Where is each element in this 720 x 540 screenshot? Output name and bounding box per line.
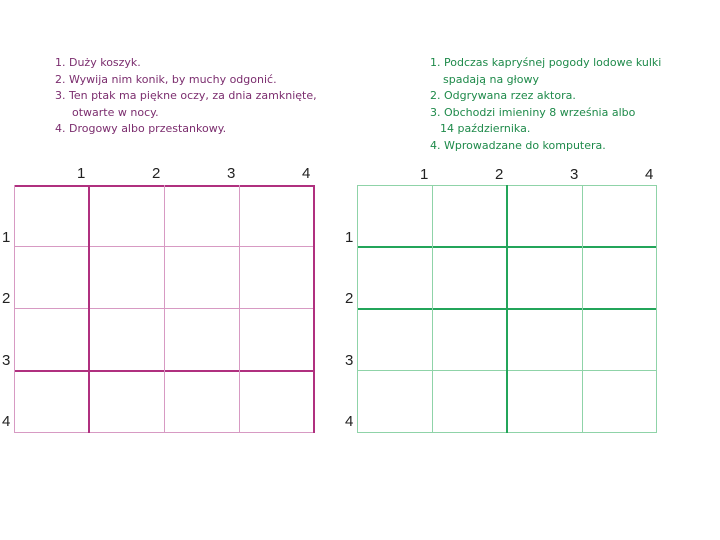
right-col-number-1: 1 (420, 166, 429, 183)
left-col-number-3: 3 (227, 165, 236, 182)
right-row-number-3: 3 (345, 352, 354, 369)
right-row-number-1: 1 (345, 229, 354, 246)
right-clue-3: 3. Obchodzi imieniny 8 września albo 14 października. (430, 105, 636, 135)
left-col-number-2: 2 (152, 165, 161, 182)
right-col-number-3: 3 (570, 166, 579, 183)
left-clue-list (55, 55, 317, 138)
left-row-number-4: 4 (2, 413, 11, 430)
right-col-number-4: 4 (645, 166, 654, 183)
right-grid-vline (357, 185, 358, 433)
right-grid-vline (506, 185, 508, 433)
right-clue-1: 1. Podczas kapryśnej pogody lodowe kulki spadają na głowy (430, 56, 662, 86)
left-clue-4: 4. Drogowy albo przestankowy. (55, 122, 227, 135)
right-clue-list (430, 55, 661, 154)
left-row-number-3: 3 (2, 352, 11, 369)
left-grid-vline (313, 185, 315, 433)
left-clue-2: 2. Wywija nim konik, by muchy odgonić. (55, 72, 277, 86)
right-clue-4: 4. Wprowadzane do komputera. (430, 138, 606, 152)
left-grid-vline (14, 185, 15, 433)
right-grid-vline (582, 185, 583, 433)
right-clue-2: 2. Odgrywana rzez aktora. (430, 89, 576, 102)
left-col-number-4: 4 (302, 165, 311, 182)
left-clue-1: 1. Duży koszyk. (55, 56, 141, 69)
right-grid-vline (656, 185, 657, 433)
left-grid-vline (88, 185, 90, 433)
left-grid-vline (239, 185, 240, 433)
left-clue-3: 3. Ten ptak ma piękne oczy, za dnia zamknięte, otwarte w nocy. (55, 89, 317, 119)
right-row-number-2: 2 (345, 290, 354, 307)
right-grid-vline (432, 185, 433, 433)
right-col-number-2: 2 (495, 166, 504, 183)
left-row-number-2: 2 (2, 290, 11, 307)
left-col-number-1: 1 (77, 165, 86, 182)
left-row-number-1: 1 (2, 229, 11, 246)
left-grid-vline (164, 185, 165, 433)
right-row-number-4: 4 (345, 413, 354, 430)
